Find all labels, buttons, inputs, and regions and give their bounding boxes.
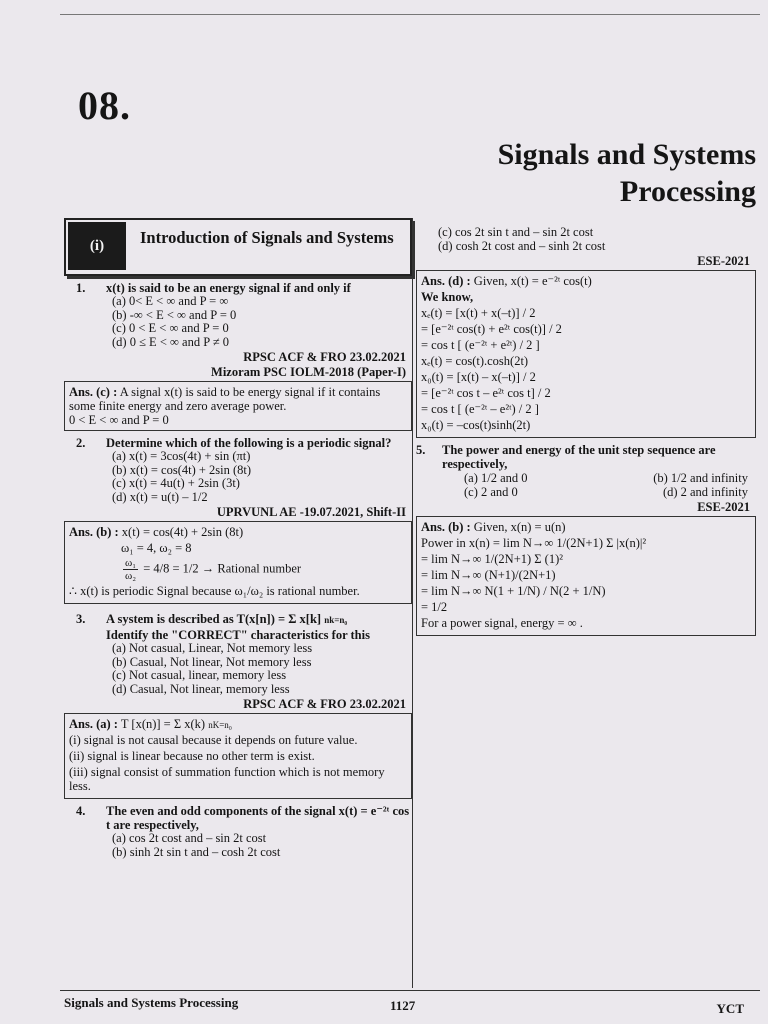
answer-given: Given, x(n) = u(n)	[473, 520, 566, 534]
option: (a) cos 2t cost and – sin 2t cost	[112, 831, 267, 845]
answer-point: (iii) signal consist of summation function which is not memory less.	[69, 765, 385, 793]
question-text	[106, 612, 412, 626]
answer-step: = [e⁻²ᵗ cos(t) + e²ᵗ cos(t)] / 2	[421, 322, 562, 336]
sum-upper: n	[208, 719, 213, 730]
question-5	[416, 443, 756, 471]
chapter-number: 08.	[78, 83, 131, 128]
option: (c) 2 and 0	[464, 485, 518, 499]
answer-line: We know,	[421, 290, 474, 304]
option: (d) Casual, Not linear, memory less	[112, 681, 290, 696]
answer-step: = [e⁻²ᵗ cos t – e²ᵗ cos t] / 2	[421, 386, 551, 400]
answer-step: = 1/2	[421, 600, 448, 614]
q4-options-right	[416, 226, 756, 253]
exam-source: UPRVUNL AE -19.07.2021, Shift-II	[216, 505, 406, 519]
footer-rule	[60, 990, 760, 991]
answer-point: (i) signal is not causal because it depends on future value.	[69, 733, 358, 747]
option: (b) Casual, Not linear, Not memory less	[112, 654, 312, 669]
answer-box	[64, 521, 412, 604]
answer-step: Power in x(n) = lim N→∞ 1/(2N+1) Σ |x(n)|²	[421, 536, 647, 550]
option: (d) x(t) = u(t) – 1/2	[112, 489, 208, 504]
chapter-title	[498, 136, 756, 210]
question-text: Determine which of the following is a periodic signal?	[106, 436, 392, 450]
answer-step: = lim N→∞ 1/(2N+1) Σ (1)²	[421, 552, 564, 566]
answer-label: Ans. (b) :	[69, 525, 119, 539]
answer-step: = lim N→∞ N(1 + 1/N) / N(2 + 1/N)	[421, 584, 606, 598]
answer-step: x₀(t) = –cos(t)sinh(2t)	[421, 418, 531, 432]
left-column	[64, 218, 412, 859]
page-number: 1127	[390, 998, 416, 1013]
answer-step: xₑ(t) = [x(t) + x(–t)] / 2	[421, 306, 536, 320]
option: (b) -∞ < E < ∞ and P = 0	[112, 307, 237, 322]
chapter-title-line1: Signals and Systems	[497, 138, 756, 171]
question-1	[64, 281, 412, 295]
answer-box	[64, 381, 412, 431]
publisher-mark: YCT	[716, 1001, 744, 1016]
answer-label: Ans. (c) :	[69, 385, 118, 399]
exam-source: ESE-2021	[697, 500, 750, 514]
answer-box	[64, 713, 412, 799]
option: (c) x(t) = 4u(t) + 2sin (3t)	[112, 476, 240, 490]
question-number: 4.	[76, 804, 86, 818]
section-title: Introduction of Signals and Systems	[140, 228, 394, 247]
answer-step: = lim N→∞ (N+1)/(2N+1)	[421, 568, 556, 582]
option: (c) 0 < E < ∞ and P = 0	[112, 321, 229, 335]
answer-label: Ans. (d) :	[421, 274, 471, 288]
answer-point: (ii) signal is linear because no other term is exist.	[69, 749, 315, 763]
question-3-cont	[64, 628, 412, 642]
exam-source: RPSC ACF & FRO 23.02.2021	[243, 697, 406, 711]
exam-source: RPSC ACF & FRO 23.02.2021	[243, 350, 406, 364]
question-4	[64, 804, 412, 832]
question-text: The even and odd components of the signal x(t) = e⁻²ᵗ cos t are respectively,	[106, 804, 410, 832]
option: (a) 0< E < ∞ and P = ∞	[112, 294, 229, 308]
ratio-fraction	[123, 557, 138, 582]
question-number: 5.	[416, 443, 426, 457]
option: (b) x(t) = cos(4t) + 2sin (8t)	[112, 462, 252, 477]
footer-book-title: Signals and Systems Processing	[64, 995, 239, 1010]
summation-limits	[324, 616, 347, 625]
option: (b) 1/2 and infinity	[653, 471, 748, 485]
question-text: The power and energy of the unit step sequence are respectively,	[442, 443, 716, 471]
q5-options-row2	[416, 485, 756, 499]
question-expression: A system is described as T(x[n]) = Σ x[k]	[106, 612, 322, 626]
answer-line: 0 < E < ∞ and P = 0	[69, 413, 169, 427]
q3-options	[64, 642, 412, 696]
sum-upper: n	[324, 614, 330, 625]
q4-options-left	[64, 832, 412, 859]
option: (a) Not casual, Linear, Not memory less	[112, 641, 313, 655]
summation-limits	[208, 721, 232, 730]
answer-expression: T [x(n)] = Σ x(k)	[120, 717, 206, 731]
option: (d) 0 ≤ E < ∞ and P ≠ 0	[112, 334, 230, 349]
option: (a) 1/2 and 0	[464, 471, 528, 485]
answer-line	[69, 557, 407, 582]
numerator: ω₁	[125, 557, 137, 569]
option: (a) x(t) = 3cos(4t) + sin (πt)	[112, 449, 251, 463]
sum-lower: k=n₀	[329, 614, 348, 625]
answer-text: x(t) = cos(4t) + 2sin (8t)	[121, 525, 244, 539]
answer-given: Given, x(t) = e⁻²ᵗ cos(t)	[473, 274, 592, 288]
exam-source: ESE-2021	[697, 254, 750, 268]
ratio-rest: = 4/8 = 1/2 → Rational number	[143, 561, 302, 576]
option: (c) cos 2t sin t and – sin 2t cost	[438, 225, 594, 239]
question-number: 1.	[76, 281, 86, 295]
option: (b) sinh 2t sin t and – cosh 2t cost	[112, 844, 281, 859]
section-tag: (i)	[68, 222, 126, 270]
answer-label: Ans. (b) :	[421, 520, 471, 534]
answer-text: A signal x(t) is said to be energy signal if it contains some finite energy and zero average power.	[69, 385, 381, 413]
denominator: ω₂	[125, 570, 137, 582]
q1-options	[64, 295, 412, 349]
exam-source: Mizoram PSC IOLM-2018 (Paper-I)	[211, 365, 406, 379]
option: (d) 2 and infinity	[662, 485, 748, 499]
right-column	[416, 226, 756, 640]
question-number: 2.	[76, 436, 86, 450]
answer-step: = cos t [ (e⁻²ᵗ – e²ᵗ) / 2 ]	[421, 402, 539, 416]
question-text: x(t) is said to be an energy signal if and only if	[106, 281, 351, 295]
answer-box	[416, 270, 756, 438]
sum-lower: K=n₀	[212, 719, 232, 730]
answer-line: ω₁ = 4, ω₂ = 8	[121, 541, 192, 555]
answer-line: For a power signal, energy = ∞ .	[421, 616, 583, 630]
chapter-title-line2: Processing	[619, 175, 756, 208]
section-header	[64, 218, 412, 276]
question-text: Identify the "CORRECT" characteristics for this	[106, 628, 370, 642]
question-number: 3.	[76, 612, 86, 626]
answer-label: Ans. (a) :	[69, 717, 118, 731]
question-2	[64, 436, 412, 450]
option: (d) cosh 2t cost and – sinh 2t cost	[438, 238, 606, 253]
answer-step: xₑ(t) = cos(t).cosh(2t)	[421, 354, 529, 368]
answer-step: = cos t [ (e⁻²ᵗ + e²ᵗ) / 2 ]	[421, 338, 540, 352]
q5-options-row1	[416, 471, 756, 485]
option: (c) Not casual, linear, memory less	[112, 668, 287, 682]
top-rule	[60, 14, 760, 15]
question-3	[64, 612, 412, 626]
answer-box	[416, 516, 756, 636]
column-divider	[412, 218, 413, 988]
answer-line: ∴ x(t) is periodic Signal because ω₁/ω₂ is rational number.	[69, 584, 360, 598]
q2-options	[64, 450, 412, 504]
answer-step: x₀(t) = [x(t) – x(–t)] / 2	[421, 370, 536, 384]
